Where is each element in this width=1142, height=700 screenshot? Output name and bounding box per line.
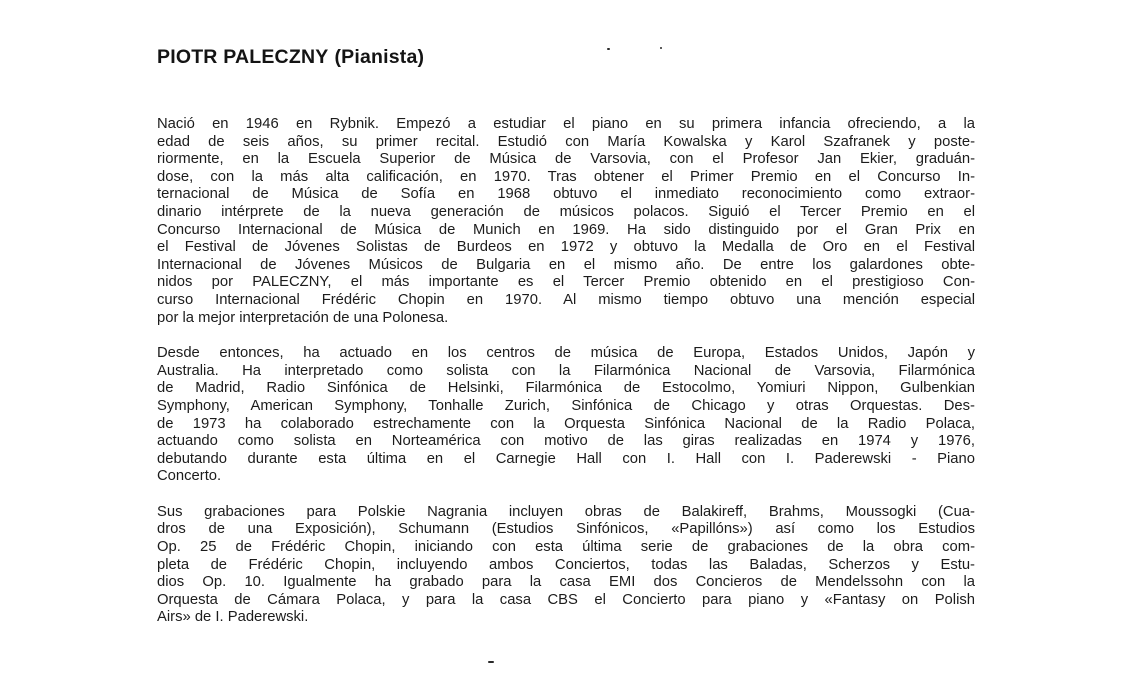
text-line: riormente, en la Escuela Superior de Música de Varsovia, con el Profesor Jan Ekier, graduán-: [157, 151, 975, 168]
paragraph-performances: [157, 345, 975, 486]
text-line: Symphony, American Symphony, Tonhalle Zurich, Sinfónica de Chicago y otras Orquestas. Des-: [157, 397, 975, 414]
text-line: actuando como solista en Norteamérica con motivo de las giras realizadas en 1974 y 1976,: [157, 433, 975, 450]
page-title: [157, 46, 424, 69]
text-line: dose, con la más alta calificación, en 1970. Tras obtener el Primer Premio en el Concurso In-: [157, 168, 975, 185]
artist-name: PIOTR PALECZNY: [157, 46, 329, 68]
paragraph-early-career: [157, 116, 975, 327]
text-line: Nació en 1946 en Rybnik. Empezó a estudiar el piano en su primera infancia ofreciendo, a la: [157, 116, 975, 132]
text-line: Airs» de I. Paderewski.: [157, 609, 309, 626]
text-line: nidos por PALECZNY, el más importante es el Tercer Premio obtenido en el prestigioso Con-: [157, 274, 975, 291]
text-line: dros de una Exposición), Schumann (Estudios Sinfónicos, «Papillóns») así como los Estudios: [157, 521, 975, 538]
text-line: Desde entonces, ha actuado en los centros de música de Europa, Estados Unidos, Japón y: [157, 345, 975, 362]
text-line: pleta de Frédéric Chopin, incluyendo ambos Conciertos, todas las Baladas, Scherzos y Estu-: [157, 556, 975, 573]
text-line: dinario intérprete de la nueva generación de músicos polacos. Siguió el Tercer Premio en el: [157, 203, 975, 220]
text-line: edad de seis años, su primer recital. Estudió con María Kowalska y Karol Szafranek y poste-: [157, 133, 975, 150]
text-line: Australia. Ha interpretado como solista con la Filarmónica Nacional de Varsovia, Filarmónica: [157, 362, 975, 379]
biography-text: [157, 116, 975, 627]
scan-speck: [660, 47, 662, 49]
text-line: de Madrid, Radio Sinfónica de Helsinki, Filarmónica de Estocolmo, Yomiuri Nippon, Gulbenkian: [157, 380, 975, 397]
scan-speck: [607, 48, 610, 50]
text-line: debutando durante esta última en el Carnegie Hall con I. Hall con I. Paderewski - Piano: [157, 450, 975, 467]
text-line: Concerto.: [157, 468, 222, 485]
text-line: Sus grabaciones para Polskie Nagrania incluyen obras de Balakireff, Brahms, Moussogki (Cua-: [157, 503, 975, 520]
text-line: dios Op. 10. Igualmente ha grabado para la casa EMI dos Concieros de Mendelssohn con la: [157, 574, 975, 591]
scan-speck: [488, 661, 494, 663]
paragraph-recordings: [157, 504, 975, 627]
text-line: Op. 25 de Frédéric Chopin, iniciando con esta última serie de grabaciones de la obra com-: [157, 539, 975, 556]
text-line: el Festival de Jóvenes Solistas de Burdeos en 1972 y obtuvo la Medalla de Oro en el Festival: [157, 239, 975, 256]
text-line: Concurso Internacional de Música de Munich en 1969. Ha sido distinguido por el Gran Prix en: [157, 221, 975, 238]
text-line: por la mejor interpretación de una Polonesa.: [157, 309, 449, 326]
text-line: Internacional de Jóvenes Músicos de Bulgaria en el mismo año. De entre los galardones obte-: [157, 256, 975, 273]
text-line: ternacional de Música de Sofía en 1968 obtuvo el inmediato reconocimiento como extraor-: [157, 186, 975, 203]
text-line: Orquesta de Cámara Polaca, y para la casa CBS el Concierto para piano y «Fantasy on Polish: [157, 591, 975, 608]
text-line: de 1973 ha colaborado estrechamente con la Orquesta Sinfónica Nacional de la Radio Polaca,: [157, 415, 975, 432]
artist-role: (Pianista): [334, 46, 425, 68]
text-line: curso Internacional Frédéric Chopin en 1970. Al mismo tiempo obtuvo una mención especial: [157, 291, 975, 308]
